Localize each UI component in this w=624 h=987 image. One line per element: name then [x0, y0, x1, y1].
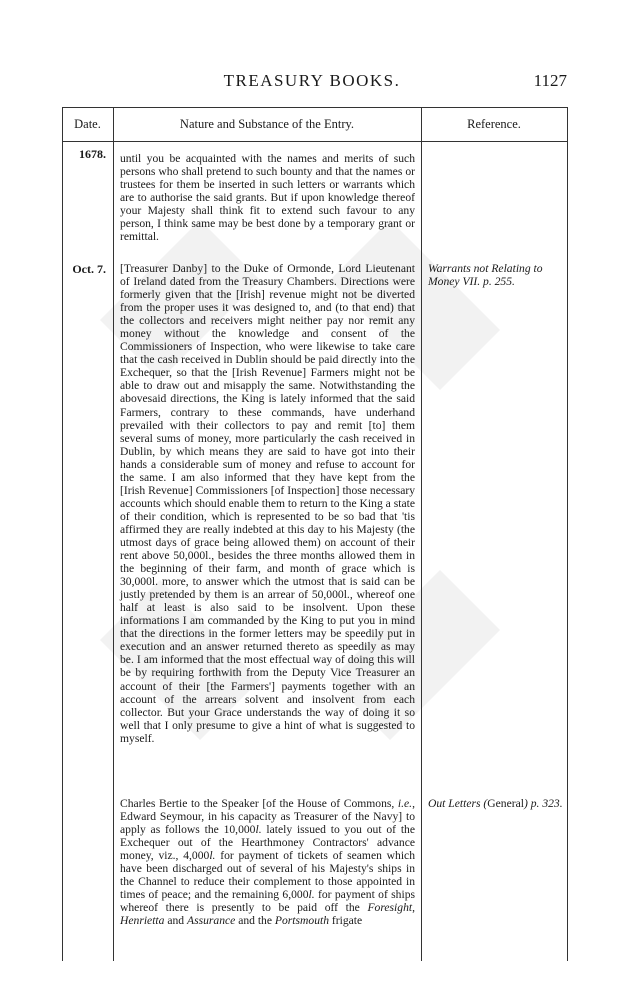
entry-text — [120, 262, 415, 745]
entry-reference: Warrants not Relating to Money VII. p. 255. — [428, 262, 543, 289]
running-head — [0, 71, 624, 95]
entry-date: Oct. 7. — [72, 262, 106, 276]
entry-paragraph: Charles Bertie to the Speaker [of the House of Commons, i.e., Edward Seymour, in his capacity as Treasurer of the Navy] to apply as follows the 10,000l. lately issued to you out of the Exchequer out of the Hearthmoney Contractors' advance money, viz., 4,000l. for payment of tickets of seamen which have been discharged out of several of his Majesty's ships in the Channel to reduce their complement to those appointed in times of peace; and the remaining 6,000l. for payment of ships whereof there is presently to be paid off the Foresight, Henrietta and Assurance and the Portsmouth frigate — [120, 797, 416, 928]
table-border-right — [567, 107, 568, 961]
page-title: TREASURY BOOKS. — [223, 71, 401, 90]
entry-reference: Out Letters (General) p. 323. — [428, 797, 563, 810]
column-header-nature: Nature and Substance of the Entry. — [179, 117, 355, 131]
entry-date-year: 1678. — [79, 147, 106, 161]
column-divider-reference — [421, 107, 422, 961]
entry-text — [120, 797, 415, 927]
table-top-rule — [62, 107, 568, 108]
column-header-date: Date. — [74, 117, 101, 131]
page-number: 1127 — [533, 71, 567, 90]
table-border-left — [62, 107, 63, 961]
column-header-reference: Reference. — [467, 117, 521, 131]
entry-paragraph: until you be acquainted with the names and merits of such persons who shall pretend to such bounty and that the names or trustees for them be inserted in such letters or warrants which are to authorise the said grants. But if upon knowledge thereof your Majesty shall think fit to extend such favour to any person, I think same may be best done by a temporary grant or remittal. — [120, 152, 415, 244]
entry-paragraph: [Treasurer Danby] to the Duke of Ormonde, Lord Lieutenant of Ireland dated from the Treasury Chambers. Directions were formerly given that the [Irish] revenue might not be diverted from the proper uses it was designed to, and (to that end) that the collectors and receivers might neither pay nor remit any money without the knowledge and consent of the Commissioners of Inspection, who were likewise to take care that the cash received in Dublin should be paid directly into the Exchequer, so that the [Irish Revenue] Farmers might not be able to draw out and misapply the same. Notwithstanding the abovesaid directions, the King is lately informed that the said Farmers, contrary to these commands, have underhand prevailed with their collectors to pay and remit [to] them several sums of money, more particularly the cash received in Dublin, by which means they are said to have got into their hands a considerable sum of money and refuse to account for the same. I am also informed that they have kept from the [Irish Revenue] Commissioners [of Inspection] those necessary accounts which should enable them to return to the King a state of their condition, which is represented to be so bad that 'tis affirmed they are really indebted at this day to his Majesty (the utmost days of grace being allowed them) on account of their rent above 50,000l., besides the three months allowed them in the beginning of their farm, and month of grace which is 30,000l. more, to answer which the utmost that is said can be justly pretended by them is an arrear of 50,000l., whereof one half at least is also said to be insolvent. Upon these informations I am commanded by the King to put you in mind that the directions in the former letters may be speedily put in execution and an answer returned thereto as speedily as may be. I am informed that the most effectual way of doing this will be by requiring forthwith from the Deputy Vice Treasurer an account of their [the Farmers'] payments together with an account of the arrears solvent and insolvent from each collector. But your Grace understands the way of doing it so well that I only presume to give a hint of what is suggested to myself. — [120, 262, 415, 745]
column-divider-date — [113, 107, 114, 961]
table-header-rule — [62, 141, 568, 142]
entry-text — [120, 152, 415, 243]
